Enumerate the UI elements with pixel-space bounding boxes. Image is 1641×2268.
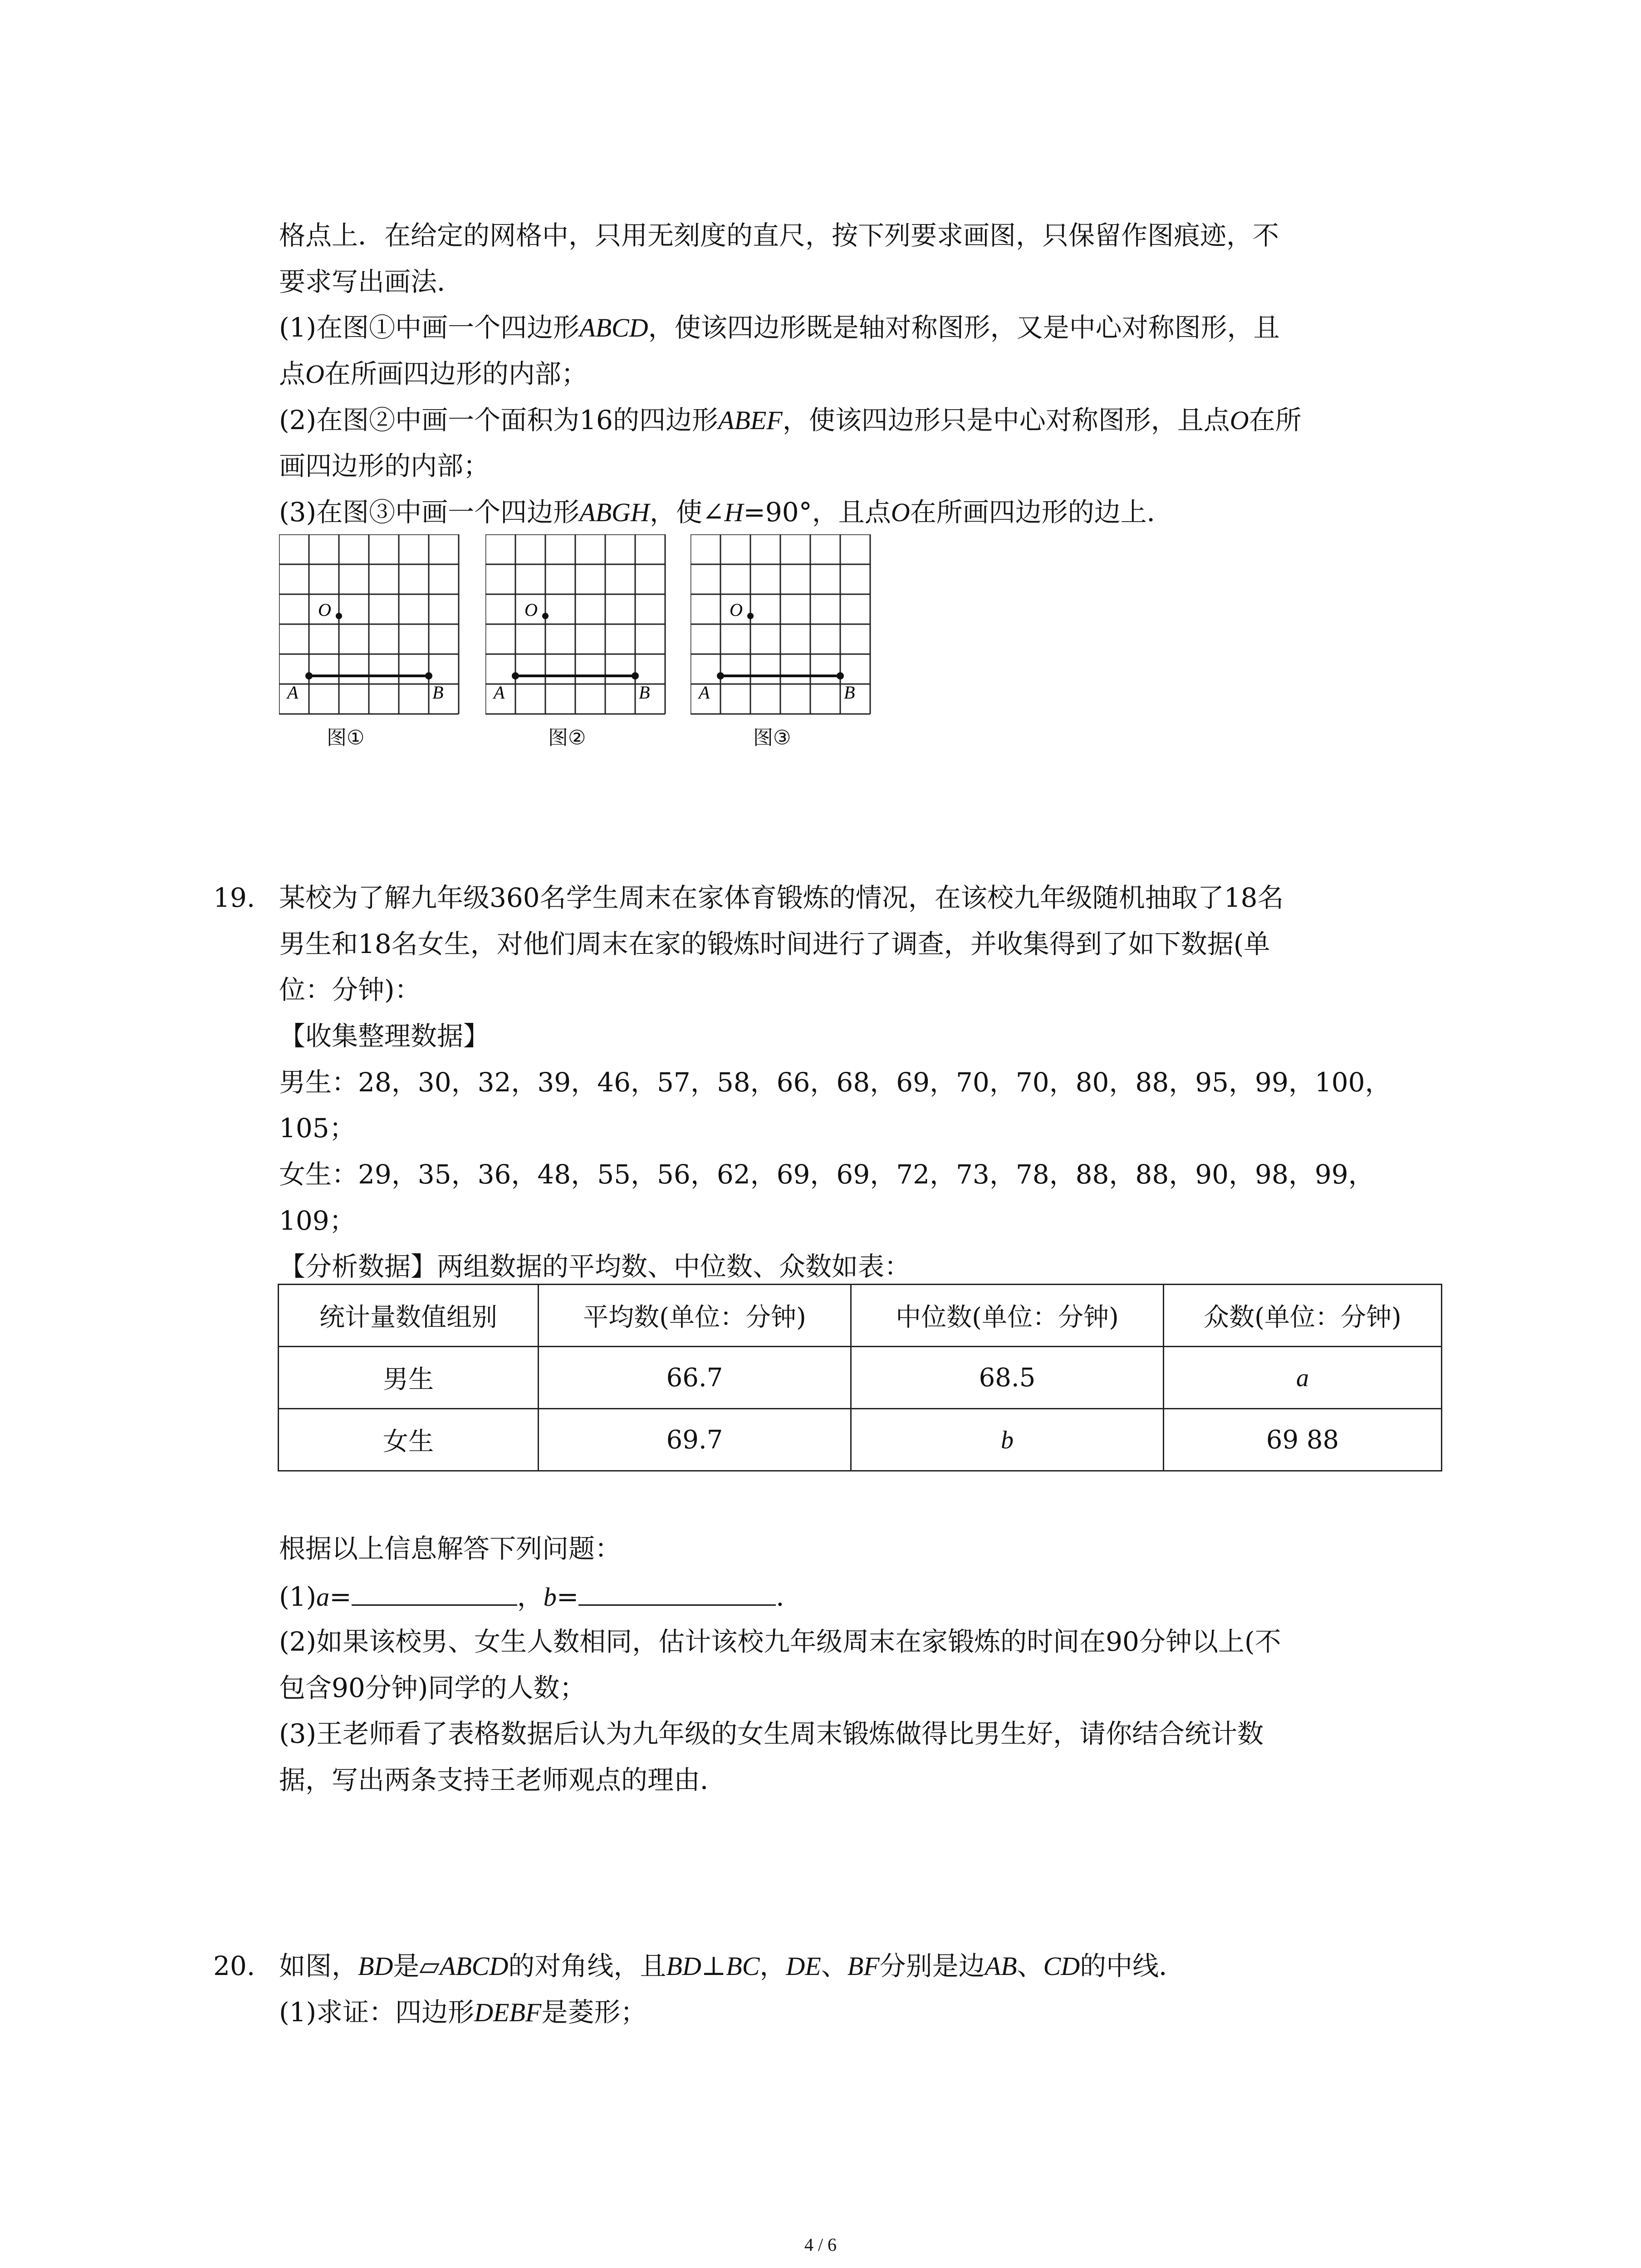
grid-figure-1 <box>279 534 460 716</box>
table-row <box>279 1409 1442 1471</box>
girls-data-line-1: 女生：29，35，36，48，55，56，62，69，69，72，73，78，88，88，90，98，99， <box>279 1159 1375 1190</box>
q18-part-2-line-2: 画四边形的内部； <box>279 450 490 481</box>
analyze-data-heading: 【分析数据】两组数据的平均数、中位数、众数如表： <box>279 1251 911 1282</box>
point-o-label: O <box>318 600 331 620</box>
table-cell-group: 男生 <box>279 1347 539 1409</box>
table-cell-mode: 69 88 <box>1164 1409 1442 1471</box>
table-cell-mean: 69.7 <box>539 1409 851 1471</box>
point-o-label: O <box>524 600 538 620</box>
page-number: 4 / 6 <box>804 2234 837 2255</box>
point-b-label: B <box>432 682 444 703</box>
q19-text-line-3: 位：分钟)： <box>279 974 421 1005</box>
point-o-label: O <box>730 600 743 620</box>
q20-number: 20. <box>213 1950 255 1981</box>
table-row <box>279 1347 1442 1409</box>
q19-subquestion-2-line-1: (2)如果该校男、女生人数相同，估计该校九年级周末在家锻炼的时间在90分钟以上(不 <box>279 1626 1281 1657</box>
point-a-label: A <box>287 682 299 703</box>
table-header-cell: 众数(单位：分钟) <box>1164 1285 1442 1347</box>
figure-1-caption: 图① <box>327 726 365 749</box>
q19-ask: 根据以上信息解答下列问题： <box>279 1533 622 1564</box>
boys-data-line-2: 105； <box>279 1113 356 1144</box>
answer-blank-a[interactable] <box>352 1582 517 1606</box>
collect-data-heading: 【收集整理数据】 <box>279 1021 490 1051</box>
q18-text-line-2: 要求写出画法． <box>279 266 464 297</box>
girls-data-line-2: 109； <box>279 1205 356 1236</box>
q19-text-line-2: 男生和18名女生，对他们周末在家的锻炼时间进行了调查，并收集得到了如下数据(单 <box>279 929 1270 959</box>
point-b-label: B <box>844 682 855 703</box>
statistics-table <box>278 1284 1442 1471</box>
table-cell-mean: 66.7 <box>539 1347 851 1409</box>
table-header-cell: 平均数(单位：分钟) <box>539 1285 851 1347</box>
q20-text-line-1: 如图，BD是▱ABCD的对角线，且BD⊥BC，DE、BF分别是边AB、CD的中线． <box>279 1950 1185 1981</box>
q18-part-1-line-1: (1)在图①中画一个四边形ABCD，使该四边形既是轴对称图形，又是中心对称图形，且 <box>279 312 1280 343</box>
q18-part-3-line: (3)在图③中画一个四边形ABGH，使∠H=90°，且点O在所画四边形的边上． <box>279 497 1173 528</box>
table-header-cell: 中位数(单位：分钟) <box>851 1285 1164 1347</box>
boys-data-line-1: 男生：28，30，32，39，46，57，58，66，68，69，70，70，80，88，95，99，100， <box>279 1067 1391 1098</box>
figure-2-caption: 图② <box>548 726 586 749</box>
q19-subquestion-3-line-1: (3)王老师看了表格数据后认为九年级的女生周末锻炼做得比男生好，请你结合统计数 <box>279 1718 1264 1749</box>
q19-subquestion-1: (1)a= ，b= ． <box>279 1581 803 1612</box>
figure-3-caption: 图③ <box>753 726 791 749</box>
q19-text-line-1: 某校为了解九年级360名学生周末在家体育锻炼的情况，在该校九年级随机抽取了18名 <box>279 882 1284 913</box>
q18-text-line-1: 格点上．在给定的网格中，只用无刻度的直尺，按下列要求画图，只保留作图痕迹，不 <box>279 220 1279 251</box>
table-cell-median: 68.5 <box>851 1347 1164 1409</box>
table-cell-group: 女生 <box>279 1409 539 1471</box>
point-b-label: B <box>639 682 650 703</box>
table-header-row <box>279 1285 1442 1347</box>
table-header-cell: 统计量数值组别 <box>279 1285 539 1347</box>
grid-figure-2 <box>485 534 667 716</box>
q19-number: 19. <box>213 882 255 913</box>
answer-blank-b[interactable] <box>578 1582 776 1606</box>
q18-part-1-line-2: 点O在所画四边形的内部； <box>279 358 588 389</box>
table-cell-median: b <box>851 1409 1164 1471</box>
q19-subquestion-3-line-2: 据，写出两条支持王老师观点的理由． <box>279 1765 727 1795</box>
point-a-label: A <box>699 682 710 703</box>
q18-part-2-line-1: (2)在图②中画一个面积为16的四边形ABEF，使该四边形只是中心对称图形，且点O在所 <box>279 405 1302 435</box>
q19-subquestion-2-line-2: 包含90分钟)同学的人数； <box>279 1672 586 1703</box>
point-a-label: A <box>494 682 505 703</box>
grid-figure-3 <box>691 534 872 716</box>
table-cell-mode: a <box>1164 1347 1442 1409</box>
q20-subquestion-1: (1)求证：四边形DEBF是菱形； <box>279 1997 647 2028</box>
